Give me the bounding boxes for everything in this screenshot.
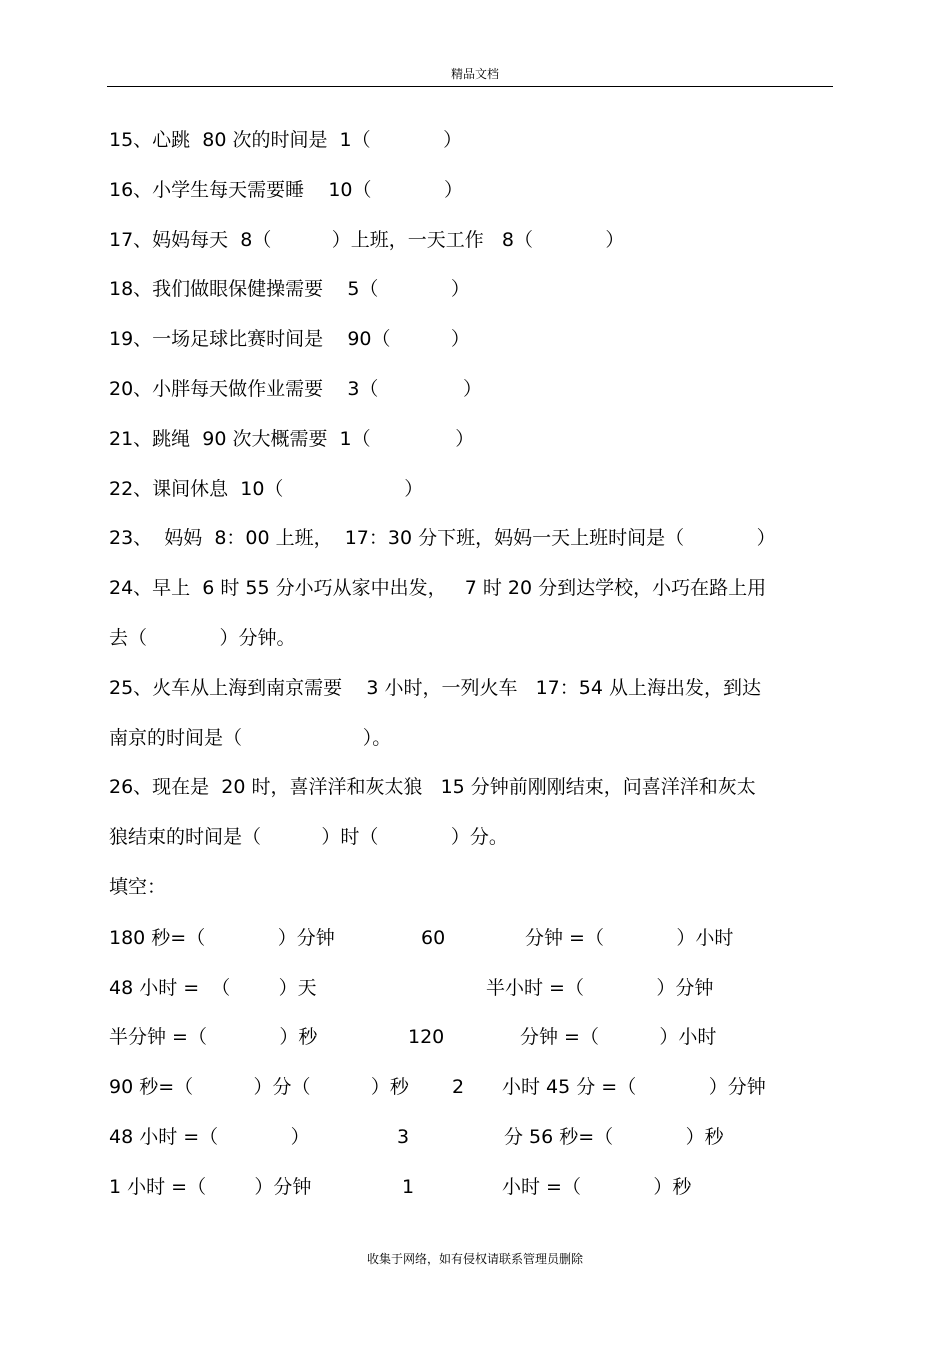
fill-item: 分钟 =（ ）小时 [525, 927, 734, 949]
question-19: 19、一场足球比赛时间是 90（ ） [109, 328, 470, 350]
fill-item-number: 120 [408, 1026, 445, 1048]
fill-item: 小时 =（ ）秒 [502, 1176, 692, 1198]
question-26-line2: 狼结束的时间是（ ）时（ ）分。 [109, 826, 508, 848]
page-header: 精品文档 [450, 67, 499, 81]
fill-item-number: 1 [402, 1176, 415, 1198]
question-24-line1: 24、早上 6 时 55 分小巧从家中出发， 7 时 20 分到达学校，小巧在路上用 [109, 577, 767, 599]
question-20: 20、小胖每天做作业需要 3（ ） [109, 378, 482, 400]
question-22: 22、课间休息 10（ ） [109, 478, 424, 500]
fill-item: 48 小时 = （ ）天 [109, 977, 317, 999]
fill-item-number: 2 [452, 1076, 465, 1098]
fill-item: 48 小时 =（ ） [109, 1126, 310, 1148]
header-rule [107, 86, 833, 87]
question-24-line2: 去（ ）分钟。 [109, 627, 296, 649]
question-17: 17、妈妈每天 8（ ）上班，一天工作 8（ ） [109, 229, 625, 251]
question-16: 16、小学生每天需要睡 10（ ） [109, 179, 463, 201]
question-23: 23、 妈妈 8：00 上班， 17：30 分下班，妈妈一天上班时间是（ ） [109, 527, 776, 549]
fill-item: 分 56 秒=（ ）秒 [504, 1126, 724, 1148]
fill-item: 1 小时 =（ ）分钟 [109, 1176, 312, 1198]
page-footer: 收集于网络，如有侵权请联系管理员删除 [366, 1252, 583, 1266]
question-21: 21、跳绳 90 次大概需要 1（ ） [109, 428, 475, 450]
question-25-line2: 南京的时间是（ ）。 [109, 727, 392, 749]
fill-item-number: 3 [397, 1126, 410, 1148]
fill-item: 分钟 =（ ）小时 [520, 1026, 717, 1048]
fill-item: 半分钟 =（ ）秒 [109, 1026, 318, 1048]
question-15: 15、心跳 80 次的时间是 1（ ） [109, 129, 463, 151]
fill-heading: 填空： [109, 876, 167, 898]
fill-item-number: 60 [421, 927, 446, 949]
question-26-line1: 26、现在是 20 时，喜洋洋和灰太狼 15 分钟前刚刚结束，问喜洋洋和灰太 [109, 776, 756, 798]
fill-item: 半小时 =（ ）分钟 [486, 977, 714, 999]
fill-item: 小时 45 分 =（ ）分钟 [502, 1076, 766, 1098]
fill-item: 180 秒=（ ）分钟 [109, 927, 335, 949]
fill-item: 90 秒=（ ）分（ ）秒 [109, 1076, 409, 1098]
question-25-line1: 25、火车从上海到南京需要 3 小时，一列火车 17：54 从上海出发，到达 [109, 677, 761, 699]
question-18: 18、我们做眼保健操需要 5（ ） [109, 278, 470, 300]
